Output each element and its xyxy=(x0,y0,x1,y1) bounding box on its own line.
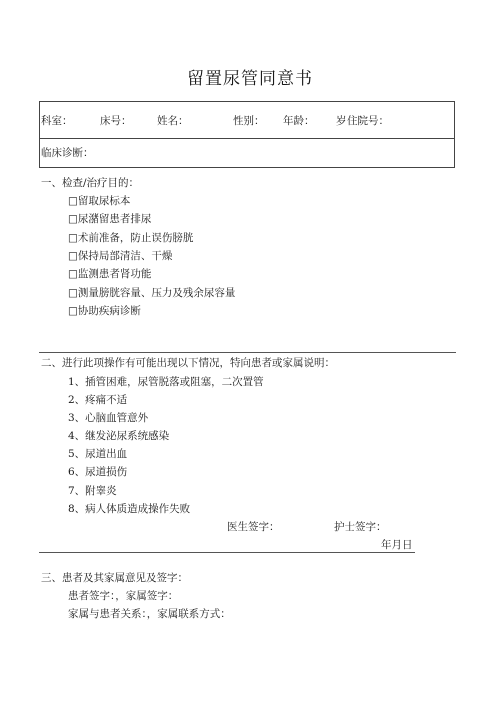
risk-item: 1、插管困难，尿管脱落或阻塞，二次置管 xyxy=(68,376,264,388)
purpose-item: □协助疾病诊断 xyxy=(68,305,141,317)
risk-item: 3、心脑血管意外 xyxy=(68,412,149,424)
purpose-item: □保持局部清洁、干燥 xyxy=(68,250,173,262)
section2-heading: 二、进行此项操作有可能出现以下情况，特向患者或家属说明： xyxy=(41,357,335,369)
gender-label: 性别： xyxy=(233,115,265,127)
admission-no-label: 住院号： xyxy=(347,115,389,127)
patient-info-table xyxy=(39,101,455,168)
document-title: 留置尿管同意书 xyxy=(187,69,313,89)
table-row-divider xyxy=(40,138,454,139)
risk-item: 5、尿道出血 xyxy=(68,448,128,460)
risk-item: 4、继发泌尿系统感染 xyxy=(68,430,170,442)
purpose-item: □术前准备，防止误伤膀胱 xyxy=(68,232,194,244)
risk-item: 2、疼痛不适 xyxy=(68,394,128,406)
section-divider xyxy=(39,552,415,553)
relation-contact-line: 家属与患者关系：，家属联系方式： xyxy=(68,608,231,620)
purpose-item: □留取尿标本 xyxy=(68,195,131,207)
age-label: 年龄： xyxy=(283,115,315,127)
bed-no-label: 床号： xyxy=(100,115,132,127)
risk-item: 8、病人体质造成操作失败 xyxy=(68,503,191,515)
section-divider xyxy=(39,352,456,353)
risk-item: 7、附睾炎 xyxy=(68,485,117,497)
section3-heading: 三、患者及其家属意见及签字： xyxy=(41,572,188,584)
diagnosis-label: 临床诊断： xyxy=(41,147,94,159)
purpose-item: □尿潴留患者排尿 xyxy=(68,213,152,225)
purpose-item: □测量膀胱容量、压力及残余尿容量 xyxy=(68,287,236,299)
nurse-signature-label: 护士签字： xyxy=(334,521,387,533)
department-label: 科室： xyxy=(41,115,73,127)
signature-line: 患者签字：，家属签字： xyxy=(68,590,179,602)
name-label: 姓名： xyxy=(157,115,189,127)
years-label: 岁 xyxy=(336,115,347,127)
section1-heading: 一、检查/治疗目的： xyxy=(41,177,140,189)
date-label: 年月日 xyxy=(381,539,413,551)
risk-item: 6、尿道损伤 xyxy=(68,466,128,478)
doctor-signature-label: 医生签字： xyxy=(227,521,280,533)
purpose-item: □监测患者肾功能 xyxy=(68,268,152,280)
